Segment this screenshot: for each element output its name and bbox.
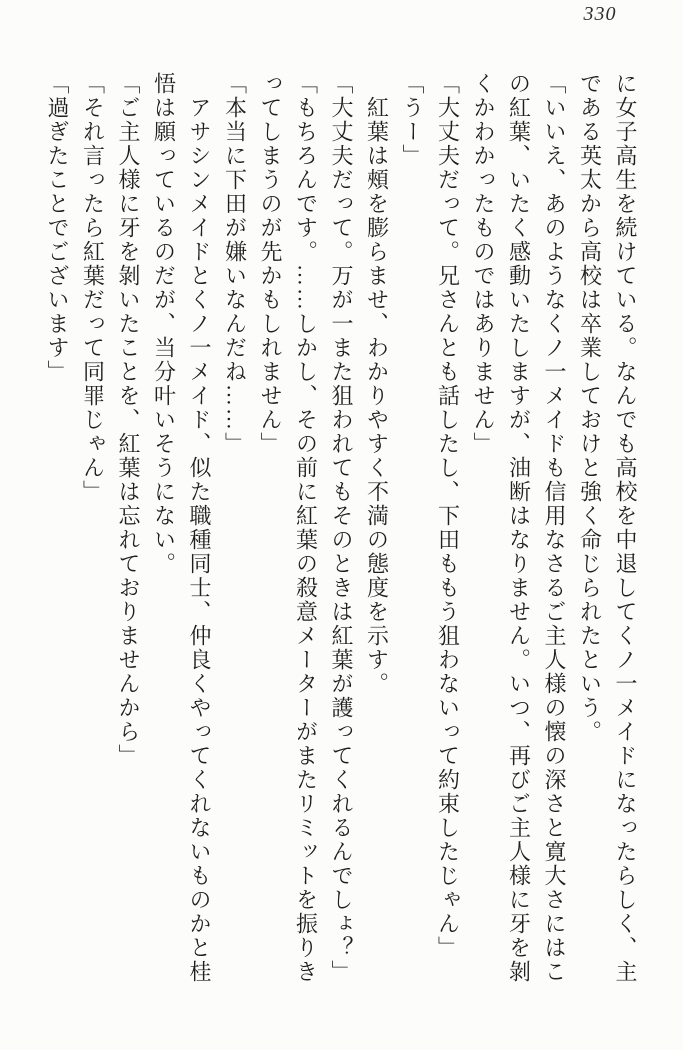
- text-body: [40, 72, 644, 984]
- text-line: に女子高生を続けている。なんでも高校を中退してくノ一メイドになったらしく、主: [613, 72, 638, 984]
- text-line: 「それ言ったら紅葉だって同罪じゃん」: [80, 72, 106, 504]
- text-line: 「過ぎたことでございます」: [45, 72, 70, 384]
- text-line: 「大丈夫だって。万が一また狙われてもそのときは紅葉が護ってくれるんでしょ？」: [329, 72, 354, 984]
- text-line: 悟は願っているのだが、当分叶いそうにない。: [151, 72, 177, 576]
- text-line: 「本当に下田が嫌いなんだね……」: [222, 72, 248, 456]
- text-line: の紅葉、いたく感動いたしますが、油断はなりません。いつ、再びご主人様に牙を剝: [506, 72, 532, 984]
- page-number: 330: [583, 3, 617, 25]
- text-line: 紅葉は頰を膨らませ、わかりやすく不満の態度を示す。: [364, 72, 390, 696]
- text-line: 「もちろんです。……しかし、その前に紅葉の殺意メーターがまたリミットを振りき: [293, 72, 319, 984]
- text-line: 「ご主人様に牙を剝いたことを、紅葉は忘れておりませんから」: [116, 72, 141, 768]
- text-line: である英太から高校は卒業しておけと強く命じられたという。: [577, 72, 603, 744]
- text-line: くかわかったものではありません」: [471, 72, 496, 456]
- text-line: アサシンメイドとくノ一メイド、似た職種同士、仲良くやってくれないものかと桂: [187, 72, 212, 984]
- text-line: 「いいえ、あのようなくノ一メイドも信用なさるご主人様の懐の深さと寛大さにはこ: [542, 72, 567, 984]
- text-line: ってしまうのが先かもしれません」: [258, 72, 283, 456]
- text-line: 「大丈夫だって。兄さんとも話したし、下田ももう狙わないって約束したじゃん」: [435, 72, 461, 960]
- text-line: 「うー」: [400, 72, 425, 168]
